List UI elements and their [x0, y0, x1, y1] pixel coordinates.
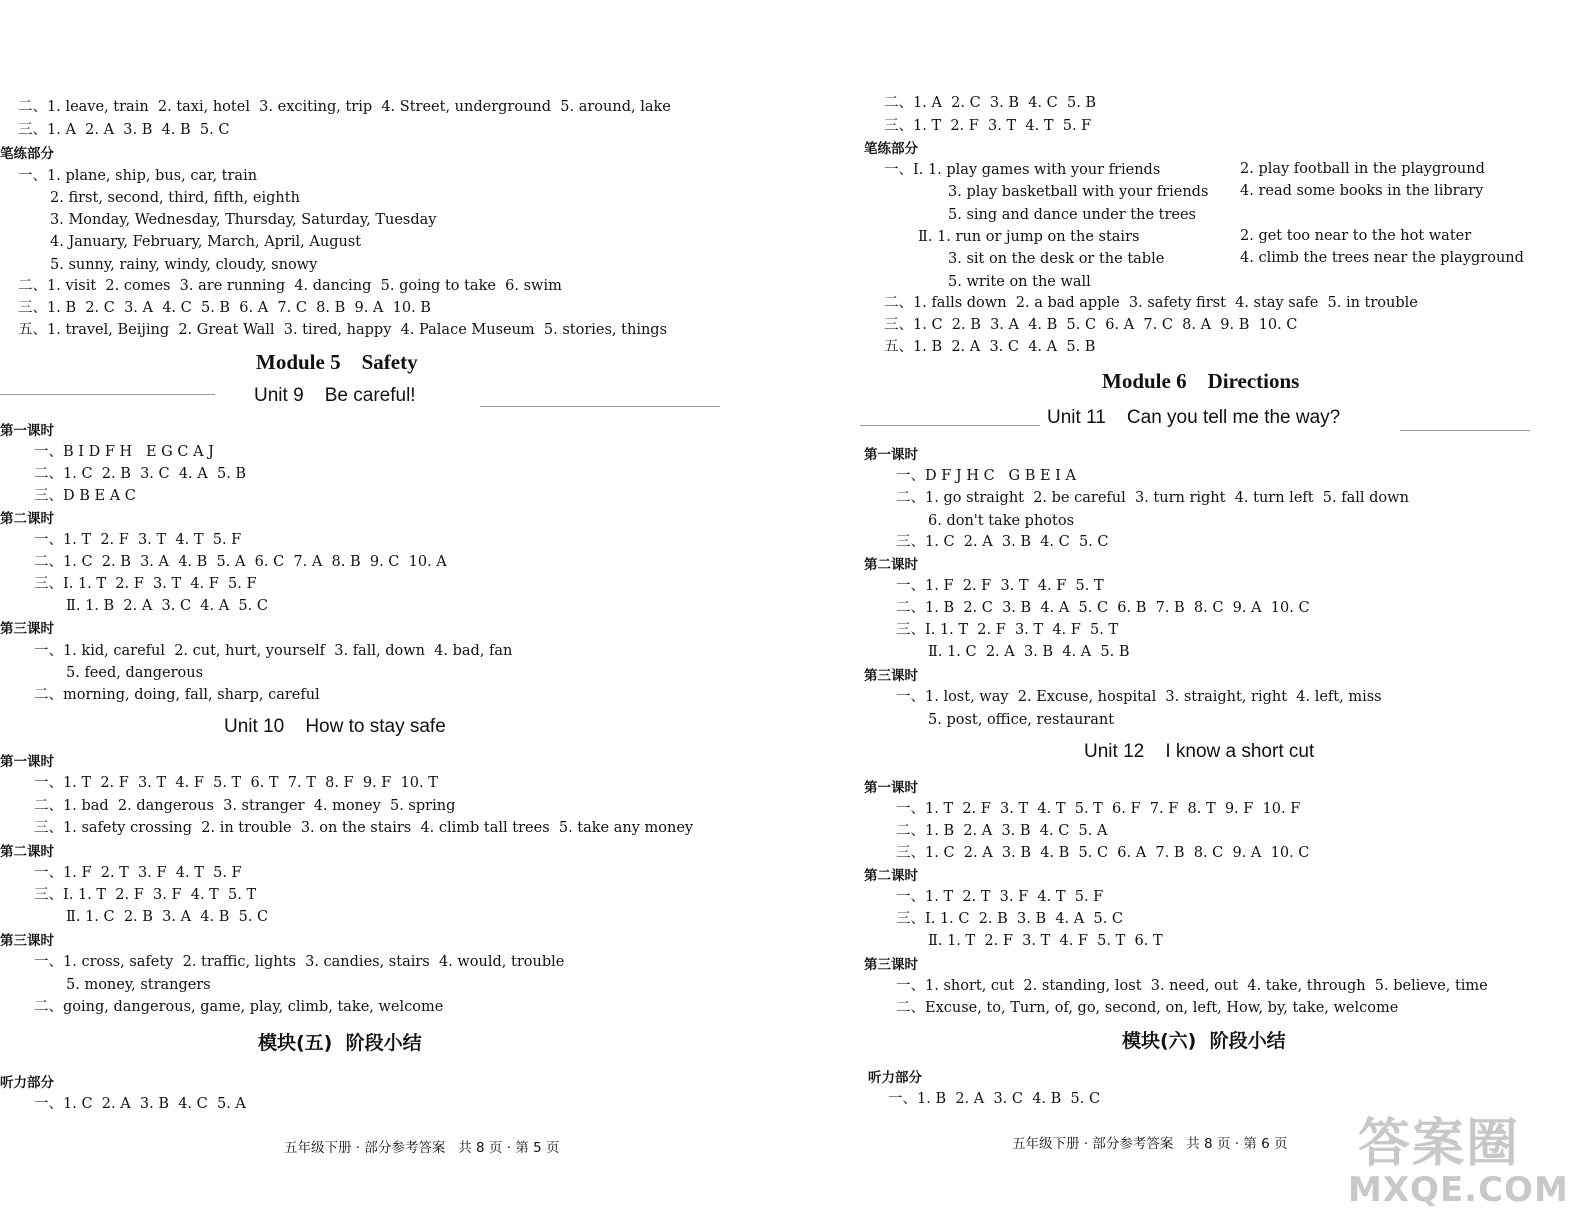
answer-line: 三、1. B 2. C 3. A 4. C 5. B 6. A 7. C 8. B 9. A 10. B: [18, 300, 431, 316]
answer-line: Ⅱ. 1. run or jump on the stairs: [918, 229, 1140, 245]
section-label: 听力部分: [0, 1075, 54, 1091]
section-label: 第二课时: [864, 557, 918, 573]
answer-line: 三、Ⅰ. 1. C 2. B 3. B 4. A 5. C: [896, 911, 1124, 927]
answer-line: 4. climb the trees near the playground: [1240, 250, 1524, 266]
answer-line: 3. sit on the desk or the table: [948, 251, 1165, 267]
answer-line: 三、D B E A C: [34, 488, 136, 504]
answer-line: 一、1. short, cut 2. standing, lost 3. need, out 4. take, through 5. believe, time: [896, 978, 1488, 994]
answer-line: 二、1. bad 2. dangerous 3. stranger 4. money 5. spring: [34, 798, 456, 814]
stage-summary-title: 模块(五) 阶段小结: [258, 1032, 422, 1054]
answer-line: 二、1. falls down 2. a bad apple 3. safety first 4. stay safe 5. in trouble: [884, 295, 1418, 311]
answer-line: 一、1. F 2. T 3. F 4. T 5. F: [34, 865, 242, 881]
answer-line: 5. write on the wall: [948, 274, 1091, 290]
section-label: 第三课时: [0, 621, 54, 637]
answer-line: 二、1. go straight 2. be careful 3. turn right 4. turn left 5. fall down: [896, 490, 1409, 506]
answer-line: 2. get too near to the hot water: [1240, 228, 1472, 244]
answer-line: 5. feed, dangerous: [66, 665, 204, 681]
answer-line: 一、1. kid, careful 2. cut, hurt, yourself 3. fall, down 4. bad, fan: [34, 643, 513, 659]
answer-line: 5. post, office, restaurant: [928, 712, 1115, 728]
section-label: 第一课时: [864, 447, 918, 463]
answer-line: 5. sunny, rainy, windy, cloudy, snowy: [50, 257, 318, 273]
answer-line: 一、1. F 2. F 3. T 4. F 5. T: [896, 578, 1104, 594]
answer-line: 一、D F J H C G B E I A: [896, 468, 1076, 484]
answer-line: 二、going, dangerous, game, play, climb, take, welcome: [34, 999, 444, 1015]
answer-line: 一、1. B 2. A 3. C 4. B 5. C: [888, 1091, 1101, 1107]
answer-line: 3. Monday, Wednesday, Thursday, Saturday, Tuesday: [50, 212, 437, 228]
answer-line: Ⅱ. 1. T 2. F 3. T 4. F 5. T 6. T: [928, 933, 1163, 949]
answer-line: 三、1. C 2. B 3. A 4. B 5. C 6. A 7. C 8. A 9. B 10. C: [884, 317, 1298, 333]
answer-line: 一、B I D F H E G C A J: [34, 444, 214, 460]
answer-line: 一、Ⅰ. 1. play games with your friends: [884, 162, 1161, 178]
watermark-logo: [1348, 1114, 1569, 1211]
answer-line: 三、1. C 2. A 3. B 4. C 5. C: [896, 534, 1109, 550]
answer-line: 一、1. T 2. T 3. F 4. T 5. F: [896, 889, 1104, 905]
answer-line: 一、1. plane, ship, bus, car, train: [18, 168, 258, 184]
page-footer: 五年级下册 · 部分参考答案 共 8 页 · 第 5 页: [284, 1140, 560, 1156]
answer-line: 三、1. safety crossing 2. in trouble 3. on the stairs 4. climb tall trees 5. take any money: [34, 820, 694, 836]
section-label: 笔练部分: [0, 146, 54, 162]
unit-title: Unit 12 I know a short cut: [1084, 741, 1315, 762]
answer-line: 二、morning, doing, fall, sharp, careful: [34, 687, 320, 703]
answer-line: 6. don't take photos: [928, 513, 1075, 529]
answer-line: 一、1. C 2. A 3. B 4. C 5. A: [34, 1096, 246, 1112]
answer-line: 三、1. T 2. F 3. T 4. T 5. F: [884, 118, 1092, 134]
answer-line: 二、1. B 2. C 3. B 4. A 5. C 6. B 7. B 8. C 9. A 10. C: [896, 600, 1310, 616]
watermark-bottom: MXQE.COM: [1348, 1170, 1569, 1210]
answer-line: 三、Ⅰ. 1. T 2. F 3. F 4. T 5. T: [34, 887, 257, 903]
divider: [480, 406, 720, 407]
section-label: 第三课时: [864, 957, 918, 973]
module-title: Module 5 Safety: [256, 350, 418, 374]
section-label: 第一课时: [864, 780, 918, 796]
answer-line: 三、Ⅰ. 1. T 2. F 3. T 4. F 5. F: [34, 576, 257, 592]
divider: [0, 394, 215, 395]
section-label: 第二课时: [864, 868, 918, 884]
answer-line: 二、1. C 2. B 3. A 4. B 5. A 6. C 7. A 8. B 9. C 10. A: [34, 554, 447, 570]
left-page: [0, 0, 720, 1221]
answer-line: 二、1. A 2. C 3. B 4. C 5. B: [884, 95, 1097, 111]
section-label: 听力部分: [868, 1070, 922, 1086]
watermark-top: 答案圈: [1357, 1114, 1520, 1174]
section-label: 笔练部分: [864, 141, 918, 157]
answer-line: 二、1. visit 2. comes 3. are running 4. dancing 5. going to take 6. swim: [18, 278, 562, 294]
answer-line: 一、1. T 2. F 3. T 4. T 5. F: [34, 532, 242, 548]
answer-line: Ⅱ. 1. C 2. A 3. B 4. A 5. B: [928, 644, 1130, 660]
divider: [1400, 430, 1530, 431]
unit-title: Unit 11 Can you tell me the way?: [1047, 407, 1341, 428]
answer-line: 一、1. T 2. F 3. T 4. F 5. T 6. T 7. T 8. F 9. F 10. T: [34, 775, 438, 791]
answer-line: 2. play football in the playground: [1240, 161, 1485, 177]
section-label: 第二课时: [0, 844, 54, 860]
answer-line: Ⅱ. 1. C 2. B 3. A 4. B 5. C: [66, 909, 269, 925]
answer-line: 3. play basketball with your friends: [948, 184, 1209, 200]
section-label: 第三课时: [864, 668, 918, 684]
stage-summary-title: 模块(六) 阶段小结: [1122, 1030, 1286, 1052]
answer-line: 二、1. B 2. A 3. B 4. C 5. A: [896, 823, 1108, 839]
section-label: 第三课时: [0, 933, 54, 949]
right-page: [860, 0, 1580, 1221]
answer-line: Ⅱ. 1. B 2. A 3. C 4. A 5. C: [66, 598, 268, 614]
unit-title: Unit 10 How to stay safe: [224, 716, 446, 737]
answer-line: 二、1. leave, train 2. taxi, hotel 3. exciting, trip 4. Street, underground 5. around, lake: [18, 99, 671, 115]
answer-line: 4. January, February, March, April, August: [50, 234, 362, 250]
page-footer: 五年级下册 · 部分参考答案 共 8 页 · 第 6 页: [1012, 1136, 1288, 1152]
answer-line: 2. first, second, third, fifth, eighth: [50, 190, 300, 206]
answer-line: 5. money, strangers: [66, 977, 211, 993]
answer-line: 二、Excuse, to, Turn, of, go, second, on, left, How, by, take, welcome: [896, 1000, 1399, 1016]
unit-title: Unit 9 Be careful!: [254, 385, 416, 406]
answer-line: 三、Ⅰ. 1. T 2. F 3. T 4. F 5. T: [896, 622, 1119, 638]
answer-line: 一、1. lost, way 2. Excuse, hospital 3. straight, right 4. left, miss: [896, 689, 1382, 705]
answer-line: 二、1. C 2. B 3. C 4. A 5. B: [34, 466, 247, 482]
answer-line: 五、1. travel, Beijing 2. Great Wall 3. tired, happy 4. Palace Museum 5. stories, things: [18, 322, 668, 338]
answer-line: 一、1. T 2. F 3. T 4. T 5. T 6. F 7. F 8. T 9. F 10. F: [896, 801, 1301, 817]
answer-line: 五、1. B 2. A 3. C 4. A 5. B: [884, 339, 1096, 355]
answer-line: 4. read some books in the library: [1240, 183, 1484, 199]
answer-line: 一、1. cross, safety 2. traffic, lights 3. candies, stairs 4. would, trouble: [34, 954, 565, 970]
section-label: 第一课时: [0, 754, 54, 770]
answer-line: 三、1. A 2. A 3. B 4. B 5. C: [18, 122, 230, 138]
section-label: 第一课时: [0, 423, 54, 439]
divider: [860, 425, 1040, 426]
module-title: Module 6 Directions: [1102, 369, 1300, 393]
answer-line: 5. sing and dance under the trees: [948, 207, 1197, 223]
answer-line: 三、1. C 2. A 3. B 4. B 5. C 6. A 7. B 8. C 9. A 10. C: [896, 845, 1310, 861]
section-label: 第二课时: [0, 511, 54, 527]
